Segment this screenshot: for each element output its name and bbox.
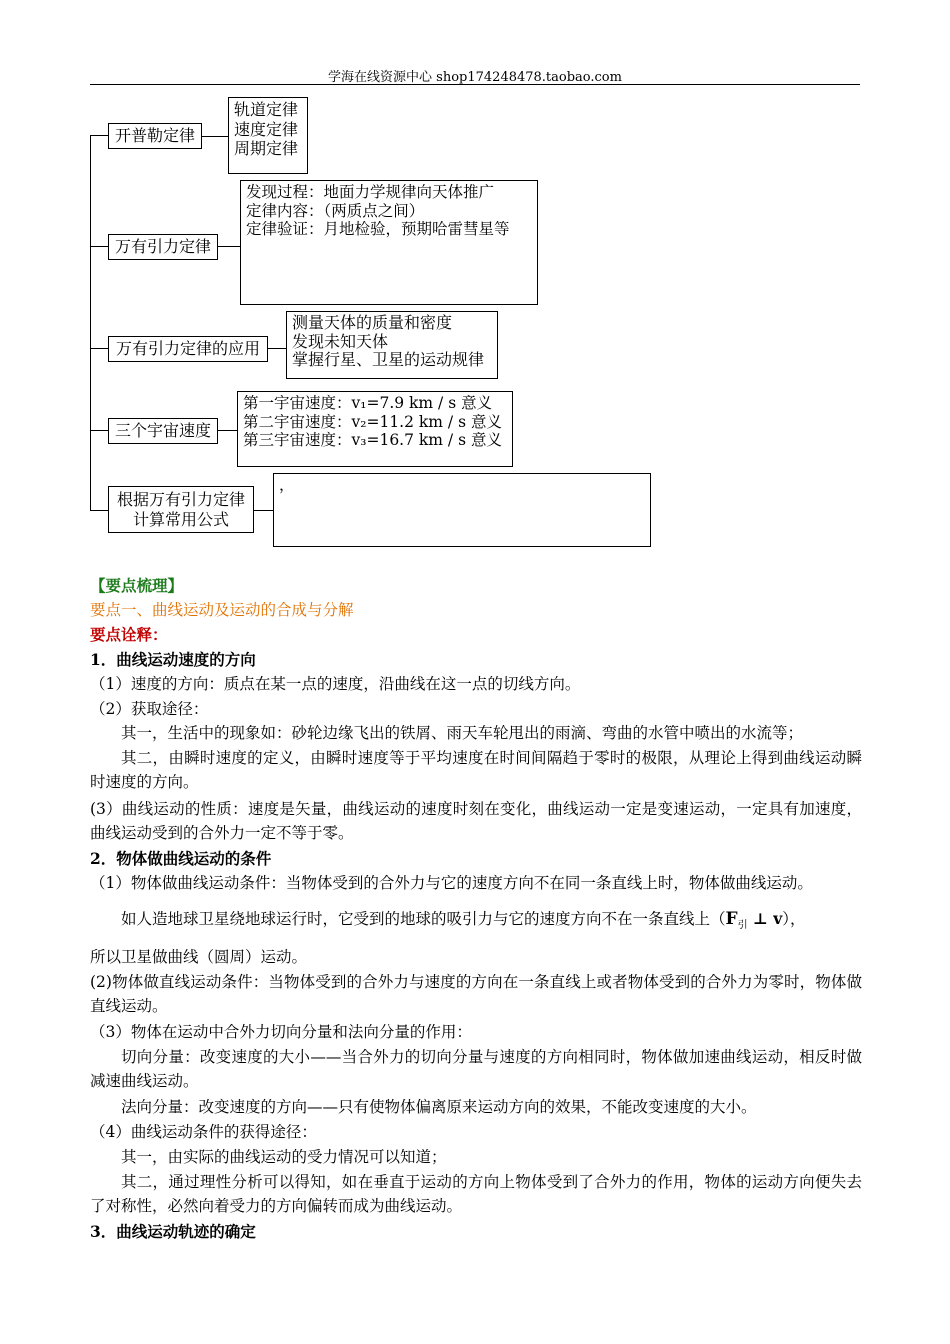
paragraph: (3）曲线运动的性质：速度是矢量，曲线运动的速度时刻在变化，曲线运动一定是变速运动，一定具有加速度，曲线运动受到的合外力一定不等于零。 bbox=[90, 800, 862, 842]
paragraph: （1）物体做曲线运动条件：当物体受到的合外力与它的速度方向不在同一条直线上时，物体做曲线运动。 bbox=[90, 874, 813, 892]
paragraph: 其一，生活中的现象如：砂轮边缘飞出的铁屑、雨天车轮甩出的雨滴、弯曲的水管中喷出的水流等； bbox=[121, 724, 804, 742]
detail-box-kepler bbox=[228, 97, 308, 174]
node-kepler-laws bbox=[108, 123, 202, 149]
node-cosmic-velocities bbox=[108, 418, 218, 444]
node-label: 万有引力定律的应用 bbox=[115, 339, 260, 358]
node-label: 计算常用公式 bbox=[132, 509, 229, 529]
detail-line: 速度定律 bbox=[234, 119, 299, 139]
paragraph: 所以卫星做曲线（圆周）运动。 bbox=[90, 948, 308, 966]
force-subscript: 引 bbox=[737, 920, 748, 932]
force-symbol: F bbox=[725, 909, 738, 929]
node-label: 万有引力定律 bbox=[114, 237, 211, 256]
detail-box-gravitation bbox=[240, 180, 538, 305]
connector bbox=[202, 136, 228, 137]
point-one-title: 要点一、曲线运动及运动的合成与分解 bbox=[90, 601, 354, 619]
connector bbox=[90, 430, 108, 431]
connector bbox=[218, 246, 240, 247]
connector bbox=[90, 135, 108, 136]
heading-trajectory: 3．曲线运动轨迹的确定 bbox=[90, 1222, 256, 1241]
header-rule bbox=[90, 84, 860, 85]
detail-line: 第三宇宙速度：v₃=16.7 km / s 意义 bbox=[243, 431, 502, 449]
detail-line: 发现过程：地面力学规律向天体推广 bbox=[246, 183, 495, 201]
detail-line: 周期定律 bbox=[234, 139, 299, 158]
paragraph: 法向分量：改变速度的方向——只有使物体偏离原来运动方向的效果，不能改变速度的大小。 bbox=[121, 1098, 757, 1116]
connector bbox=[268, 348, 286, 349]
perpendicular-v: ⊥ v bbox=[747, 909, 783, 928]
detail-line: 定律内容：（两质点之间） bbox=[246, 201, 425, 220]
connector bbox=[90, 348, 108, 349]
section-title: 【要点梳理】 bbox=[90, 576, 184, 595]
node-gravitation-law bbox=[108, 234, 218, 260]
paragraph: （4）曲线运动条件的获得途径： bbox=[90, 1123, 317, 1141]
detail-box-formulas bbox=[273, 473, 651, 547]
paragraph: （3）物体在运动中合外力切向分量和法向分量的作用： bbox=[90, 1023, 472, 1041]
page-header: 学海在线资源中心 shop174248478.taobao.com bbox=[328, 70, 622, 85]
heading-curve-condition: 2．物体做曲线运动的条件 bbox=[90, 849, 272, 868]
node-label: 根据万有引力定律 bbox=[116, 489, 245, 509]
node-label: 开普勒定律 bbox=[114, 126, 195, 145]
paragraph-text: ）， bbox=[782, 910, 806, 928]
detail-line: 第二宇宙速度：v₂=11.2 km / s 意义 bbox=[243, 412, 502, 431]
paragraph: 切向分量：改变速度的大小——当合外力的切向分量与速度的方向相同时，物体做加速曲线运动，相反时做减速曲线运动。 bbox=[90, 1048, 862, 1090]
point-explain-label: 要点诠释： bbox=[90, 625, 168, 644]
detail-box-application bbox=[286, 311, 498, 379]
detail-line: 发现未知天体 bbox=[292, 331, 389, 351]
paragraph-text: 如人造地球卫星绕地球运行时，它受到的地球的吸引力与它的速度方向不在一条直线上（ bbox=[121, 910, 726, 928]
paragraph-satellite bbox=[90, 907, 862, 938]
paragraph: （2）获取途径： bbox=[90, 700, 209, 718]
diagram-spine bbox=[90, 135, 91, 510]
detail-line: ， bbox=[279, 476, 295, 494]
connector bbox=[90, 246, 108, 247]
connector bbox=[254, 510, 273, 511]
connector bbox=[218, 430, 237, 431]
detail-line: 掌握行星、卫星的运动规律 bbox=[292, 350, 485, 369]
heading-velocity-direction: 1．曲线运动速度的方向 bbox=[90, 650, 256, 669]
paragraph: （1）速度的方向：质点在某一点的速度，沿曲线在这一点的切线方向。 bbox=[90, 675, 581, 693]
paragraph: 其二，由瞬时速度的定义，由瞬时速度等于平均速度在时间间隔趋于零时的极限，从理论上得到曲线运动瞬时速度的方向。 bbox=[90, 749, 862, 791]
node-label: 三个宇宙速度 bbox=[114, 421, 211, 440]
detail-line: 测量天体的质量和密度 bbox=[292, 313, 453, 332]
detail-line: 定律验证：月地检验，预期哈雷彗星等 bbox=[246, 220, 510, 238]
connector bbox=[90, 510, 108, 511]
paragraph: (2)物体做直线运动条件：当物体受到的合外力与速度的方向在一条直线上或者物体受到的合外力为零时，物体做直线运动。 bbox=[90, 973, 862, 1015]
node-common-formulas bbox=[108, 486, 254, 533]
paragraph: 其二，通过理性分析可以得知，如在垂直于运动的方向上物体受到了合外力的作用，物体的运动方向便失去了对称性，必然向着受力的方向偏转而成为曲线运动。 bbox=[90, 1173, 862, 1215]
detail-box-velocities bbox=[237, 391, 513, 467]
detail-line: 轨道定律 bbox=[234, 100, 299, 119]
node-gravitation-application bbox=[108, 336, 268, 362]
detail-line: 第一宇宙速度：v₁=7.9 km / s 意义 bbox=[243, 394, 493, 412]
paragraph: 其一，由实际的曲线运动的受力情况可以知道； bbox=[121, 1148, 447, 1166]
